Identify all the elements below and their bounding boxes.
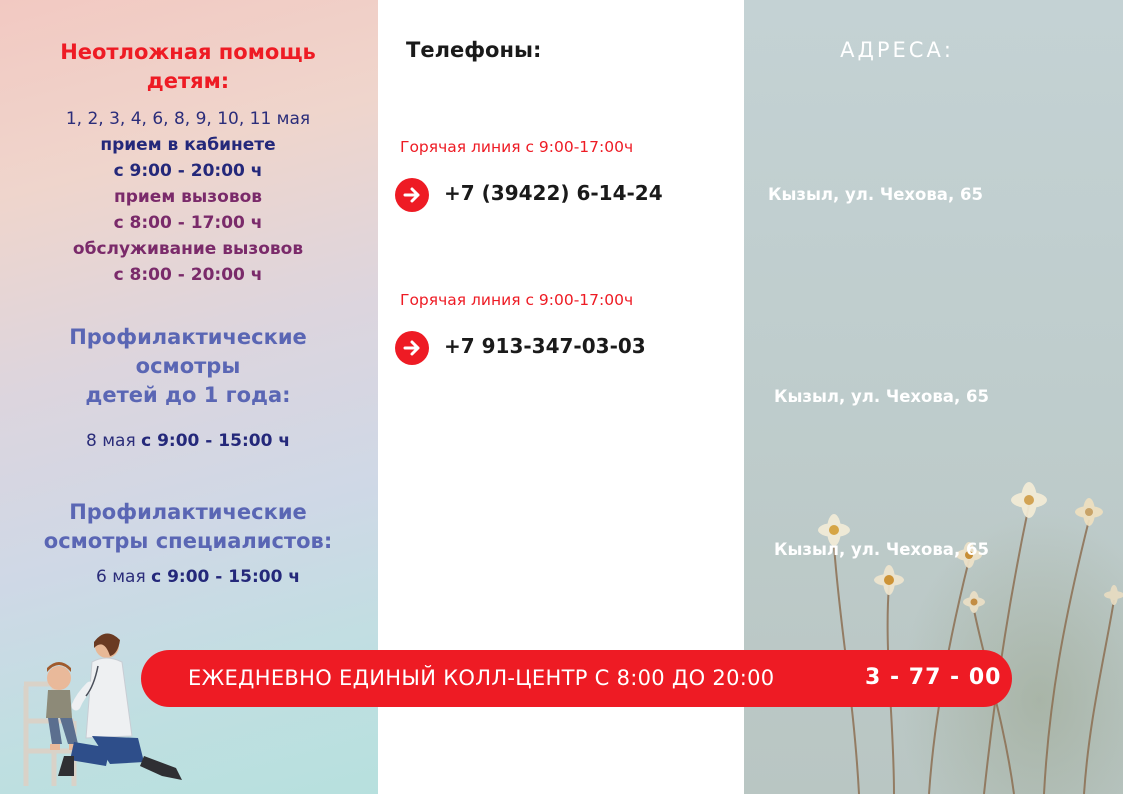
address-item: Кызыл, ул. Чехова, 65 bbox=[768, 185, 983, 204]
specialists-checkup-title-line: Профилактические bbox=[69, 500, 307, 524]
service-label: обслуживание вызовов bbox=[72, 239, 304, 259]
arrow-right-icon bbox=[402, 338, 422, 358]
office-hours: с 9:00 - 20:00 ч bbox=[113, 161, 263, 181]
address-item: Кызыл, ул. Чехова, 65 bbox=[774, 540, 989, 559]
addresses-title: АДРЕСА: bbox=[840, 38, 954, 62]
phones-title: Телефоны: bbox=[406, 38, 542, 62]
specialists-checkup-schedule bbox=[30, 564, 366, 590]
specialists-checkup-date: 6 мая bbox=[96, 567, 146, 587]
infant-checkup-title-line: Профилактические bbox=[69, 325, 307, 349]
service-hours: с 8:00 - 20:00 ч bbox=[113, 265, 263, 285]
phone-link-button[interactable] bbox=[395, 331, 429, 365]
infant-checkup-title bbox=[20, 323, 356, 410]
urgent-care-title-line: Неотложная помощь bbox=[60, 40, 316, 64]
call-center-phone[interactable]: 3 - 77 - 00 bbox=[865, 665, 1002, 690]
specialists-checkup-title-line: осмотры специалистов: bbox=[43, 529, 333, 553]
call-center-text: ЕЖЕДНЕВНО ЕДИНЫЙ КОЛЛ-ЦЕНТР С 8:00 ДО 20:00 bbox=[188, 666, 775, 690]
specialists-checkup-title bbox=[20, 498, 356, 556]
infant-checkup-schedule bbox=[20, 428, 356, 454]
infant-checkup-date: 8 мая bbox=[86, 431, 136, 451]
call-center-banner bbox=[141, 650, 1012, 707]
urgent-care-schedule bbox=[20, 106, 356, 288]
urgent-care-title bbox=[20, 38, 356, 96]
infant-checkup-hours: с 9:00 - 15:00 ч bbox=[141, 431, 290, 451]
hotline-hours: Горячая линия с 9:00-17:00ч bbox=[400, 291, 634, 309]
infant-checkup-title-line: осмотры bbox=[135, 354, 241, 378]
urgent-dates: 1, 2, 3, 4, 6, 8, 9, 10, 11 мая bbox=[65, 109, 311, 129]
calls-label: прием вызовов bbox=[113, 187, 263, 207]
arrow-right-icon bbox=[402, 185, 422, 205]
infant-checkup-title-line: детей до 1 года: bbox=[85, 383, 291, 407]
calls-hours: с 8:00 - 17:00 ч bbox=[113, 213, 263, 233]
office-label: прием в кабинете bbox=[100, 135, 276, 155]
phone-link-button[interactable] bbox=[395, 178, 429, 212]
address-item: Кызыл, ул. Чехова, 65 bbox=[774, 387, 989, 406]
urgent-care-title-line: детям: bbox=[146, 69, 230, 93]
phone-number[interactable]: +7 913-347-03-03 bbox=[444, 334, 646, 358]
phone-number[interactable]: +7 (39422) 6-14-24 bbox=[444, 181, 663, 205]
specialists-checkup-hours: с 9:00 - 15:00 ч bbox=[151, 567, 300, 587]
hotline-hours: Горячая линия с 9:00-17:00ч bbox=[400, 138, 634, 156]
